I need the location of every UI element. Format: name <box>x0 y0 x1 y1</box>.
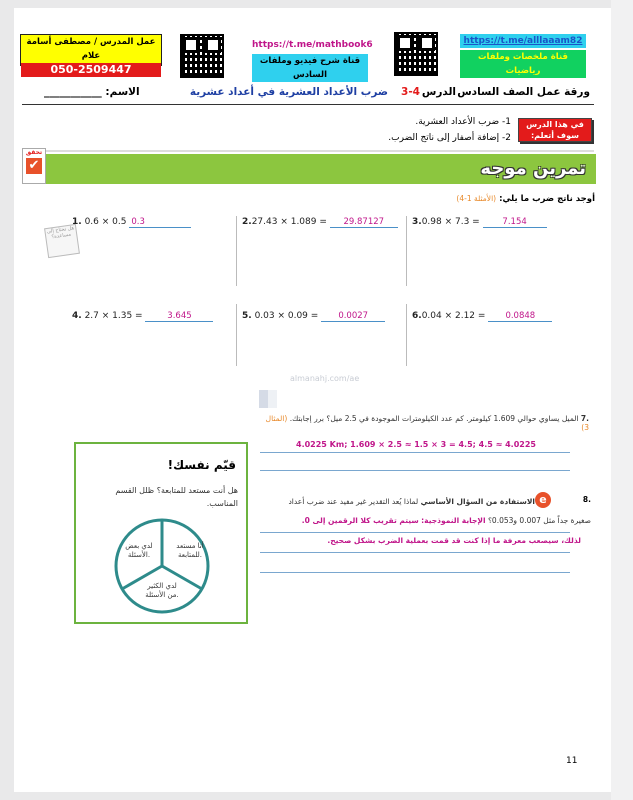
answer-line <box>260 572 570 573</box>
qr-code-right <box>394 32 438 76</box>
exercise-number: 4. <box>72 311 82 321</box>
worksheet-title: ورقة عمل الصف السادس <box>457 86 590 98</box>
column-divider <box>406 216 407 286</box>
question-text: لماذا يُعد التقدير غير مفيد عند ضرب أعداد <box>288 497 419 506</box>
exercise-number: 1. <box>72 217 82 227</box>
question-number: .8 <box>582 495 591 504</box>
column-divider <box>236 216 237 286</box>
question-text: الميل يساوي حوالي 1.609 كيلومتر. كم عدد الكيلومترات الموجودة في 2.5 ميل؟ برر إجابتك. <box>289 414 579 423</box>
self-check-pie <box>112 516 212 616</box>
exercise-answer[interactable]: 3.645 <box>145 311 213 322</box>
lesson-prefix: الدرس <box>421 86 456 98</box>
divider <box>22 150 594 152</box>
exercise-expression: 0.03 × 0.09 = <box>254 311 319 321</box>
exercise-expression: 0.04 × 2.12 = <box>421 311 486 321</box>
question-ref: (المثال 3) <box>265 414 589 432</box>
scrollbar[interactable] <box>611 0 633 800</box>
column-divider <box>236 304 237 366</box>
exercise-6 <box>412 311 552 322</box>
answer-line <box>260 532 570 533</box>
question-text: صغيرة جداً مثل 0.007 و0.053؟ <box>487 516 591 525</box>
banner-title: تمرين موجه <box>480 158 586 179</box>
answer-text[interactable]: سيتم تقريب كلا الرقمين إلى 0. <box>301 516 419 525</box>
watermark-logo <box>259 390 277 408</box>
question-number: .7 <box>580 414 589 423</box>
exercise-expression: 2.7 × 1.35 = <box>84 311 143 321</box>
question-7-answer[interactable]: 4.0225 Km; 1.609 × 2.5 ≈ 1.5 × 3 = 4.5; 4.5 ≈ 4.0225 <box>296 440 536 449</box>
instruction-ref: (الأمثلة 1-4) <box>456 194 497 203</box>
teacher-box <box>20 34 162 76</box>
exercise-answer[interactable]: 29.87127 <box>330 217 398 228</box>
help-note-text: هل تحتاج إلى مساعدة؟ <box>46 225 75 241</box>
question-heading: الاستفادة من السؤال الأساسي <box>420 497 535 506</box>
answer-line <box>260 470 570 471</box>
exercise-3 <box>412 217 547 228</box>
learn-item-2: 2- إضافة أصفار إلى ناتج الضرب. <box>388 133 511 143</box>
link-right-caption: قناة ملخصات وملفات رياضيات <box>460 50 586 78</box>
teacher-name: عمل المدرس / مصطفى أسامة علام <box>21 35 161 63</box>
qr-code-left <box>180 34 224 78</box>
exercise-5 <box>242 311 385 322</box>
exercise-expression: 27.43 × 1.089 = <box>251 217 327 227</box>
pie-slice-some-questions[interactable]: لدي بعض الأسئلة. <box>125 542 153 559</box>
exercise-4 <box>72 311 213 322</box>
worksheet-page <box>14 8 611 792</box>
exercise-answer[interactable]: 0.3 <box>129 217 191 228</box>
lesson-number: 3-4 <box>401 86 420 98</box>
teacher-phone: 050-2509447 <box>21 63 161 77</box>
question-8 <box>583 495 591 504</box>
exercise-2 <box>242 217 398 228</box>
answer-line <box>260 552 570 553</box>
pie-slice-many-questions[interactable]: لدي الكثير من الأسئلة. <box>145 582 179 599</box>
check-badge <box>22 148 46 184</box>
exercise-number: 2. <box>242 217 252 227</box>
lesson-title: ضرب الأعداد العشرية في أعداد عشرية <box>189 86 388 98</box>
pie-slice-ready[interactable]: أنا مستعد للمتابعة. <box>176 542 204 559</box>
link-left-box <box>252 38 373 82</box>
exercise-expression: 0.98 × 7.3 = <box>421 217 480 227</box>
link-right-box <box>460 34 586 78</box>
name-label: الاسم: ___________ <box>44 86 140 98</box>
exercise-answer[interactable]: 7.154 <box>483 217 547 228</box>
check-label: تحقق <box>25 149 43 156</box>
help-note-icon <box>44 224 80 258</box>
exercise-1 <box>72 217 191 228</box>
answer-label: الإجابة النموذجية: <box>421 516 486 525</box>
exercise-number: 6. <box>412 311 422 321</box>
question-8-answer-2[interactable]: لذلك، سيصعب معرفة ما إذا كنت قد قمت بعملية الضرب بشكل صحيح. <box>327 536 581 545</box>
exercise-answer[interactable]: 0.0027 <box>321 311 385 322</box>
self-check-box <box>74 442 248 624</box>
exercise-answer[interactable]: 0.0848 <box>488 311 552 322</box>
link-right[interactable]: https://t.me/alllaaam82 <box>460 34 586 48</box>
check-icon: ✔ <box>26 158 42 174</box>
learn-item-1: 1- ضرب الأعداد العشرية. <box>415 117 511 127</box>
learn-label: في هذا الدرس سوف أتعلم: <box>518 118 592 142</box>
self-check-question: هل أنت مستعد للمتابعة؟ ظلل القسم المناسب. <box>115 486 238 508</box>
question-8-line-2 <box>251 516 591 525</box>
question-8-line-1 <box>288 497 535 506</box>
column-divider <box>406 304 407 366</box>
instruction-text: أوجد ناتج ضرب ما يلي: <box>499 194 595 204</box>
watermark: almanahj.com/ae <box>290 374 360 383</box>
title-bar <box>22 84 594 105</box>
question-7 <box>259 414 589 432</box>
self-check-title: قيّم نفسك! <box>167 458 236 472</box>
link-left-caption: قناة شرح فيديو وملفات السادس <box>252 54 368 82</box>
essential-question-icon: e <box>535 492 551 508</box>
exercise-number: 5. <box>242 311 252 321</box>
exercise-number: 3. <box>412 217 422 227</box>
guided-practice-banner <box>24 149 596 184</box>
page-number: 11 <box>566 756 578 766</box>
link-left[interactable]: https://t.me/mathbook6 <box>252 40 373 50</box>
instruction <box>456 194 595 204</box>
exercise-expression: 0.6 × 0.5 <box>84 217 127 227</box>
answer-line <box>260 452 570 453</box>
